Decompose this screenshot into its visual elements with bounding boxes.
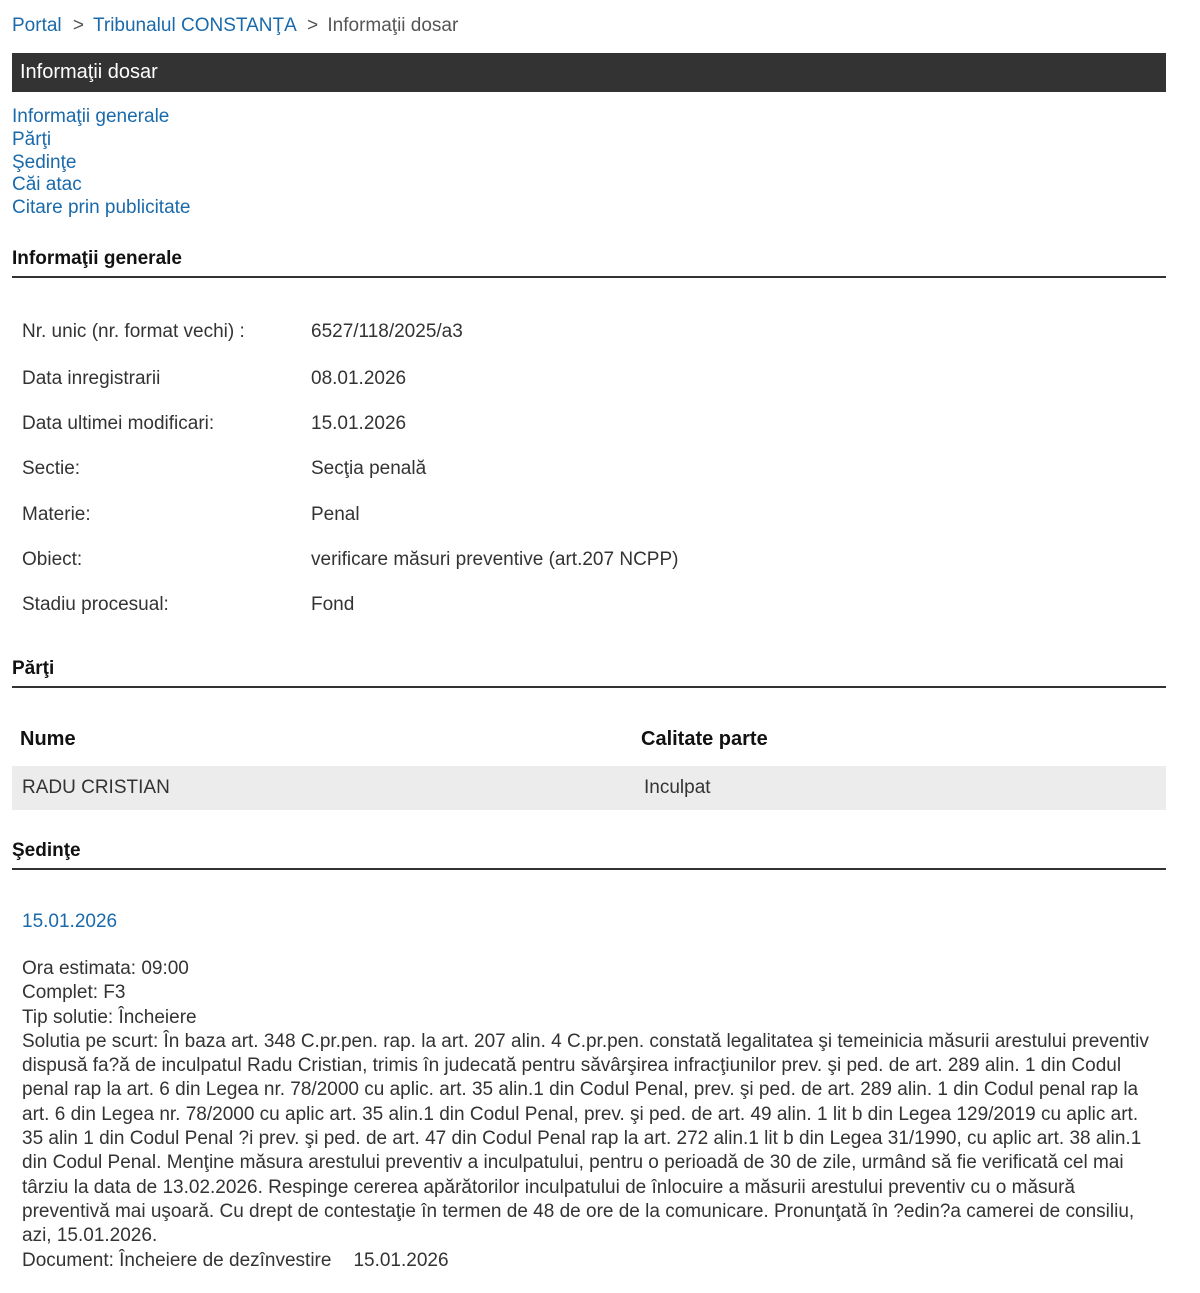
document-label: Document: Încheiere de dezînvestire: [22, 1249, 332, 1271]
breadcrumb-separator: >: [306, 15, 319, 36]
nav-link-parti[interactable]: Părţi: [12, 128, 52, 150]
table-row: [12, 766, 1166, 810]
session-document: [22, 1249, 1157, 1273]
breadcrumb-separator: >: [72, 15, 85, 36]
column-header-name: Nume: [20, 728, 76, 750]
section-heading-sedinte: Şedinţe: [12, 840, 1166, 870]
section-nav: [12, 106, 190, 220]
section-heading-parti: Părţi: [12, 658, 1166, 688]
breadcrumb: [12, 15, 458, 37]
info-label: Materie:: [22, 504, 91, 525]
session-panel: Complet: F3: [22, 982, 126, 1004]
info-value: Fond: [311, 594, 355, 615]
session-solution-summary: Solutia pe scurt: În baza art. 348 C.pr.pen. rap. la art. 207 alin. 4 C.pr.pen. constată legalitatea şi temeinicia măsurii arestului preventiv dispusă fa?ă de inculpatul Radu Cristian, trimis în judecată pentru săvârşirea infracţiunilor prev. şi ped. de art. 289 alin. 1 din Codul penal rap la art. 6 din Legea nr. 78/2000 cu aplic. art. 35 alin.1 din Codul Penal, prev. şi ped. de art. 289 alin. 1 din Codul penal rap la art. 6 din Legea nr. 78/2000 cu aplic art. 35 alin.1 din Codul Penal, prev. şi ped. de art. 49 alin. 1 lit b din Legea 129/2019 cu aplic art. 35 alin 1 din Codul Penal ?i prev. şi ped. de art. 47 din Codul Penal rap la art. 272 alin.1 lit b din Legea 31/1990, cu aplic art. 38 alin.1 din Codul Penal. Menţine măsura arestului preventiv a inculpatului, pentru o perioadă de 30 de zile, urmând să fie verificată cel mai târziu la data de 13.02.2026. Respinge cererea apărătorilor inculpatului de înlocuire a măsurii arestului preventiv cu o măsură preventivă mai uşoară. Cu drept de contestaţie în termen de 48 de ore de la comunicare. Pronunţată în ?edin?a camerei de consiliu, azi, 15.01.2026.: [22, 1030, 1149, 1247]
column-header-role: Calitate parte: [641, 728, 768, 750]
info-value: verificare măsuri preventive (art.207 NCPP): [311, 549, 679, 570]
info-label: Data inregistrarii: [22, 368, 161, 389]
breadcrumb-current: Informaţii dosar: [327, 15, 459, 36]
party-name: RADU CRISTIAN: [22, 777, 170, 798]
document-date: 15.01.2026: [353, 1249, 449, 1271]
session-details: [22, 957, 1157, 1273]
info-label: Data ultimei modificari:: [22, 413, 215, 434]
nav-link-cai-atac[interactable]: Căi atac: [12, 174, 82, 196]
session-solution-type: Tip solutie: Încheiere: [22, 1006, 197, 1028]
breadcrumb-portal-link[interactable]: Portal: [12, 15, 62, 36]
section-heading-general: Informaţii generale: [12, 248, 1166, 278]
info-value: 15.01.2026: [311, 413, 407, 434]
session-time: Ora estimata: 09:00: [22, 958, 189, 979]
info-label: Sectie:: [22, 458, 81, 479]
party-role: Inculpat: [644, 777, 711, 798]
info-label: Obiect:: [22, 549, 83, 570]
breadcrumb-court-link[interactable]: Tribunalul CONSTANŢA: [92, 15, 296, 36]
info-value: 08.01.2026: [311, 368, 407, 389]
info-value: 6527/118/2025/a3: [311, 321, 463, 342]
info-value: Secţia penală: [311, 458, 427, 479]
info-label: Nr. unic (nr. format vechi) :: [22, 321, 245, 342]
nav-link-sedinte[interactable]: Şedinţe: [12, 151, 77, 173]
info-label: Stadiu procesual:: [22, 594, 169, 615]
info-value: Penal: [311, 504, 360, 525]
nav-link-general[interactable]: Informaţii generale: [12, 106, 170, 127]
session-date: 15.01.2026: [22, 911, 118, 932]
page-title: Informaţii dosar: [12, 53, 1166, 92]
nav-link-citare[interactable]: Citare prin publicitate: [12, 197, 191, 219]
